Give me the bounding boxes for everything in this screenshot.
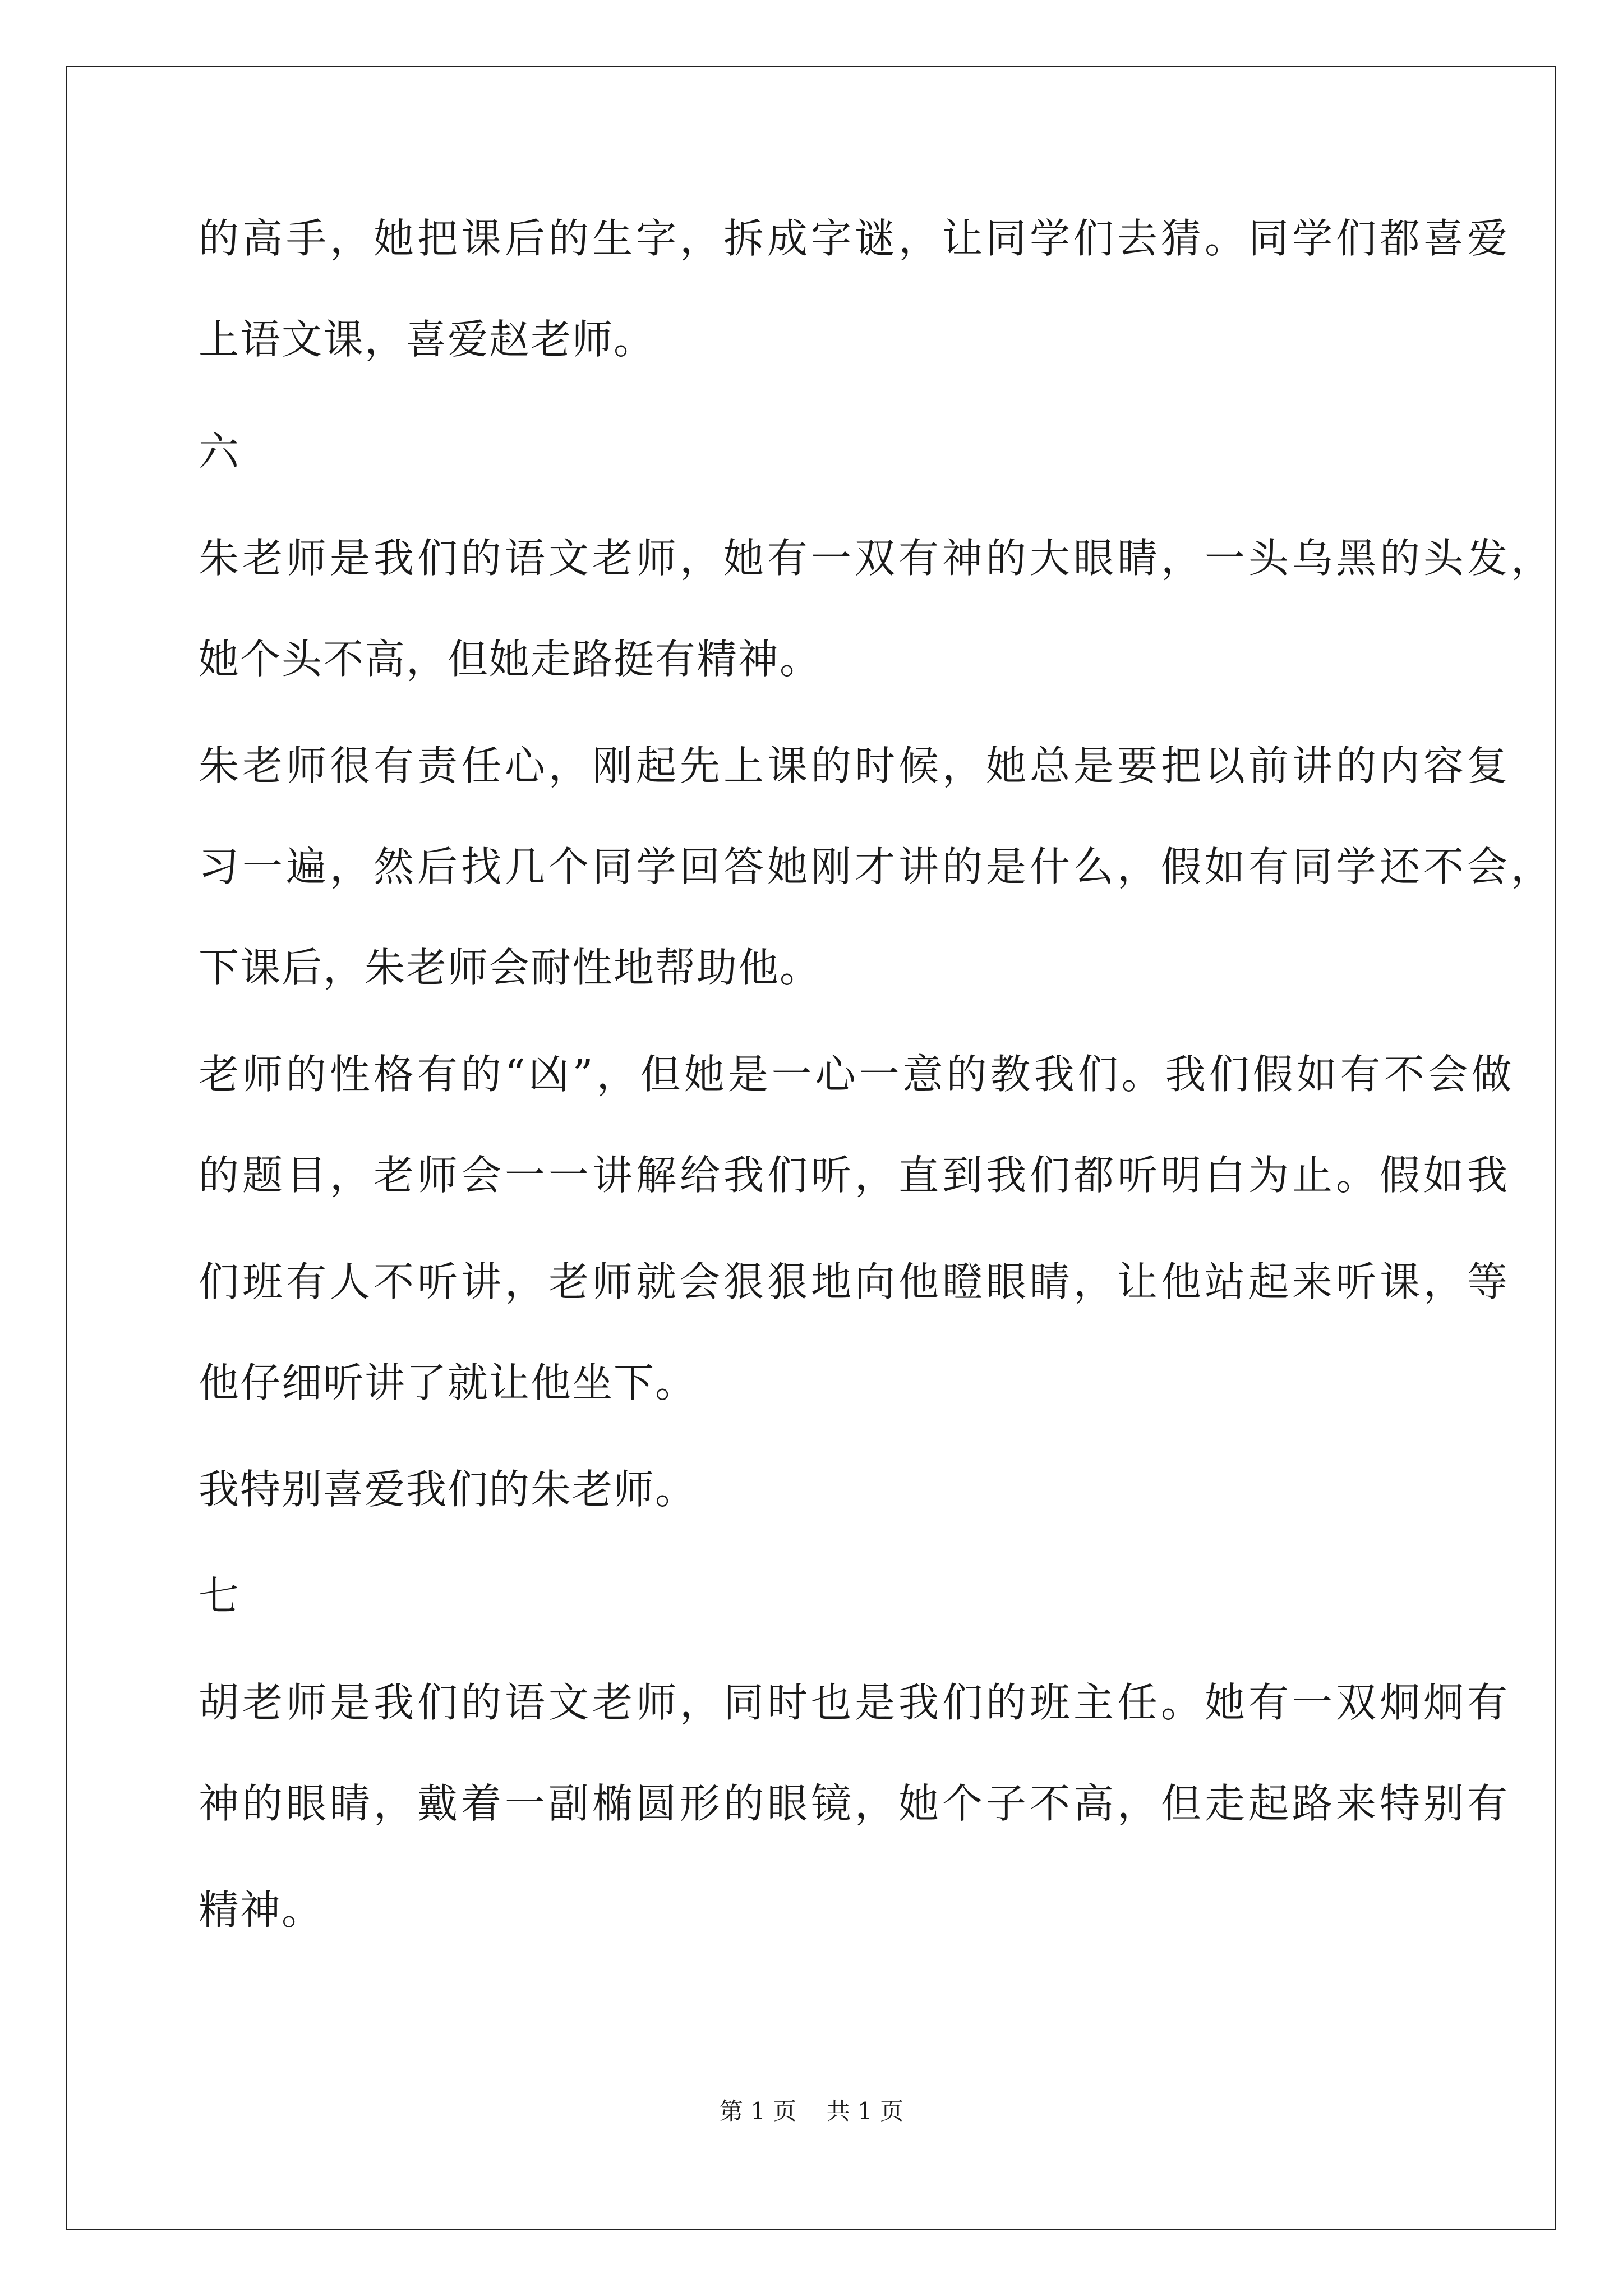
text-line: 们班有人不听讲，老师就会狠狠地向他瞪眼睛，让他站起来听课，等 [199, 1258, 1511, 1305]
text-line: 老师的性格有的“凶”，但她是一心一意的教我们。我们假如有不会做 [199, 1051, 1515, 1098]
text-line: 精神。 [199, 1887, 324, 1934]
text-line: 下课后，朱老师会耐性地帮助他。 [199, 944, 822, 991]
page-footer: 第 1 页 共 1 页 [719, 2097, 904, 2125]
text-line: 神的眼睛，戴着一副椭圆形的眼镜，她个子不高，但走起路来特别有 [199, 1780, 1511, 1827]
text-line: 的高手，她把课后的生字，拆成字谜，让同学们去猜。同学们都喜爱 [199, 215, 1511, 262]
text-line: 朱老师很有责任心，刚起先上课的时候，她总是要把以前讲的内容复 [199, 742, 1511, 789]
section-heading: 七 [199, 1572, 241, 1619]
text-line: 朱老师是我们的语文老师，她有一双有神的大眼睛，一头乌黑的头发， [199, 535, 1555, 582]
text-line: 她个头不高，但她走路挺有精神。 [199, 636, 822, 683]
section-heading: 六 [199, 428, 241, 475]
text-line: 习一遍，然后找几个同学回答她刚才讲的是什么，假如有同学还不会， [199, 843, 1555, 890]
text-line: 上语文课，喜爱赵老师。 [199, 316, 656, 363]
text-line: 我特别喜爱我们的朱老师。 [199, 1466, 697, 1513]
text-line: 胡老师是我们的语文老师，同时也是我们的班主任。她有一双炯炯有 [199, 1679, 1511, 1726]
text-line: 他仔细听讲了就让他坐下。 [199, 1359, 697, 1406]
text-line: 的题目，老师会一一讲解给我们听，直到我们都听明白为止。假如我 [199, 1152, 1511, 1199]
